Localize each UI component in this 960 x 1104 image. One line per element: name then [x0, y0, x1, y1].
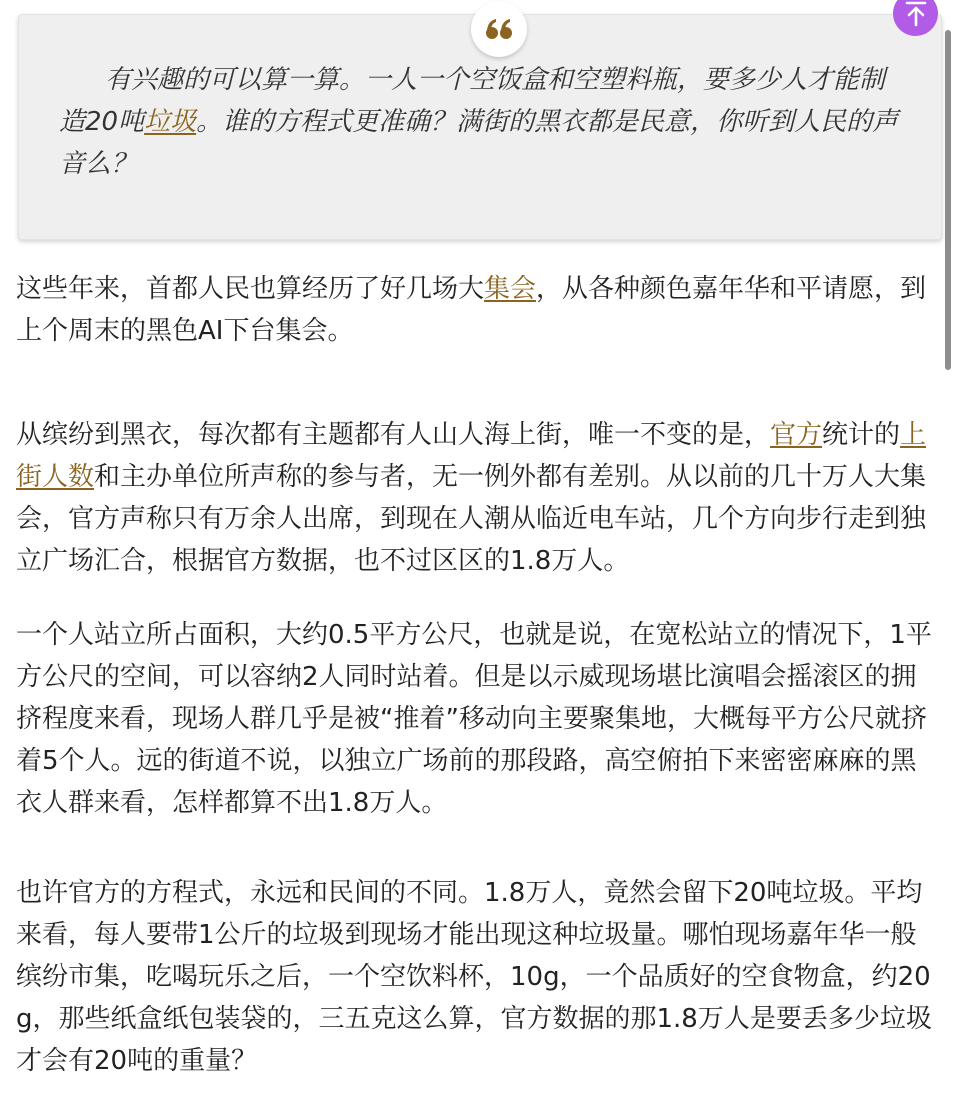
arrow-up-icon [905, 1, 927, 27]
quote-text [59, 59, 909, 185]
paragraph-text: 和主办单位所声称的参与者，无一例外都有差别。从以前的几十万人大集会，官方声称只有万余人出席，到现在人潮从临近电车站，几个方向步行走到独立广场汇合，根据官方数据，也不过区区的1.8万人。 [16, 462, 927, 576]
blockquote [18, 14, 942, 240]
link-official[interactable]: 官方 [770, 420, 823, 450]
paragraph-2 [16, 414, 940, 582]
paragraph-text: 从缤纷到黑衣，每次都有主题都有人山人海上街，唯一不变的是， [16, 420, 771, 450]
link-street-count[interactable]: 上街人数 [16, 420, 927, 492]
paragraph-text: 统计的 [822, 420, 901, 450]
paragraph-1 [16, 268, 940, 352]
quote-icon [485, 18, 513, 40]
paragraph-text: ，从各种颜色嘉年华和平请愿，到上个周末的黑色AI下台集会。 [16, 274, 927, 346]
quote-text-part: 。谁的方程式更准确？满街的黑衣都是民意，你听到人民的声音么？ [59, 107, 899, 179]
paragraph-4: 也许官方的方程式，永远和民间的不同。1.8万人，竟然会留下20吨垃圾。平均来看，每人要带1公斤的垃圾到现场才能出现这种垃圾量。哪怕现场嘉年华一般缤纷市集，吃喝玩乐之后，一个空饮料杯，10g，一个品质好的空食物盒，约20g，那些纸盒纸包装袋的，三五克这么算，官方数据的那1.8万人是要丢多少垃圾才会有20吨的重量？ [16, 878, 932, 1076]
paragraph-text: 这些年来，首都人民也算经历了好几场大 [16, 274, 485, 304]
quote-text-part: 有兴趣的可以算一算。一人一个空饭盒和空塑料瓶，要多少人才能制造20吨 [59, 65, 886, 137]
quote-badge [471, 1, 527, 57]
link-garbage[interactable]: 垃圾 [144, 107, 197, 137]
scrollbar-thumb[interactable] [945, 30, 951, 370]
link-assembly[interactable]: 集会 [484, 274, 537, 304]
paragraph-3: 一个人站立所占面积，大约0.5平方公尺，也就是说，在宽松站立的情况下，1平方公尺的空间，可以容纳2人同时站着。但是以示威现场堪比演唱会摇滚区的拥挤程度来看，现场人群几乎是被“推着”移动向主要聚集地，大概每平方公尺就挤着5个人。远的街道不说，以独立广场前的那段路，高空俯拍下来密密麻麻的黑衣人群来看，怎样都算不出1.8万人。 [16, 620, 932, 818]
